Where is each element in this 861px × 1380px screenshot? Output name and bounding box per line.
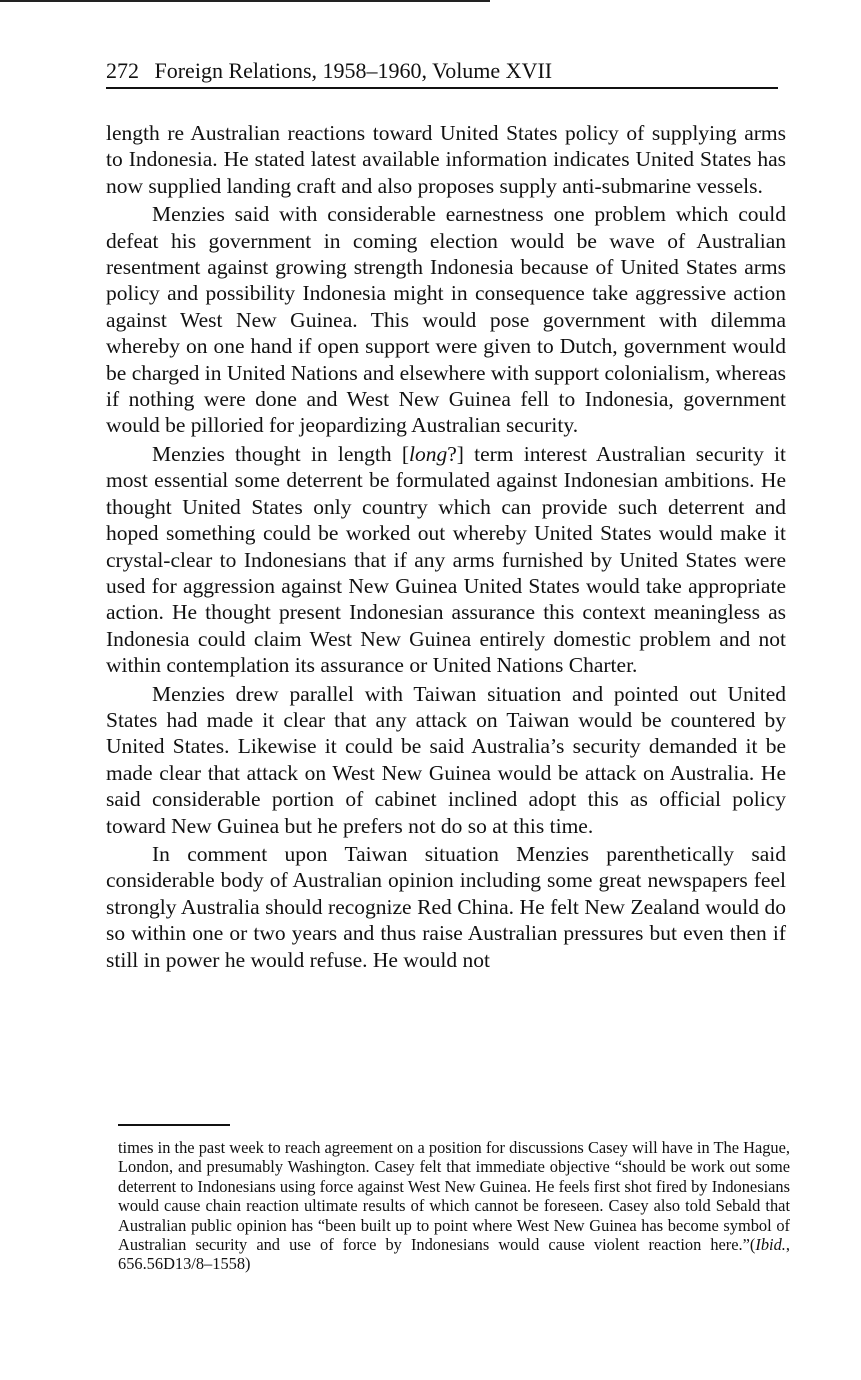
running-header	[106, 56, 778, 89]
editorial-insertion: long	[408, 441, 448, 466]
paragraph-3-start: Menzies thought in length [	[152, 441, 409, 466]
paragraph-3-rest: ?] term interest Australian security it most essential some deterrent be formulated against Indonesian ambitions. He thought United States only country which can provide such deterrent and hoped something could be worked out whereby United States would make it crystal-clear to Indonesians that if any arms furnished by United States were used for aggression against New Guinea United States would take appropriate action. He thought present Indonesian assurance this context meaningless as Indonesia could claim West New Guinea entirely domestic problem and not within contemplation its assurance or United Nations Charter.	[106, 441, 787, 678]
page-top-edge	[0, 0, 490, 2]
body-text	[106, 120, 786, 973]
paragraph-5: In comment upon Taiwan situation Menzies parenthetically said considerable body of Australian opinion including some great newspapers feel strongly Australia should recognize Red China. He felt New Zealand would do so within one or two years and thus raise Australian pressures but even then if still in power he would refuse. He would not	[106, 841, 786, 972]
footnote-separator	[118, 1124, 230, 1126]
footnote-text: times in the past week to reach agreement on a position for discussions Casey will have in The Hague, London, and presumably Washington. Casey felt that immediate objective “should be work out some deterrent to Indonesians using force against West New Guinea. He feels first shot fired by Indonesians would cause chain reaction ultimate results of which cannot be foreseen. Casey also told Sebald that Australian public opinion has “been built up to point where West New Guinea has become symbol of Australian security and use of force by Indonesians would cause violent reaction here.”(	[118, 1138, 790, 1255]
volume-title: Foreign Relations, 1958–1960, Volume XVII	[154, 58, 553, 83]
paragraph-3	[106, 441, 786, 679]
footnote-citation: , 656.56D13/8–1558)	[118, 1235, 790, 1274]
paragraph-2: Menzies said with considerable earnestness one problem which could defeat his government in coming election would be wave of Australian resentment against growing strength Indonesia because of United States arms policy and possibility Indonesia might in consequence take aggressive action against West New Guinea. This would pose government with dilemma whereby on one hand if open support were given to Dutch, government would be charged in United Nations and elsewhere with support colonialism, whereas if nothing were done and West New Guinea fell to Indonesia, government would be pilloried for jeopardizing Australian security.	[106, 202, 786, 438]
paragraph-1: length re Australian reactions toward United States policy of supplying arms to Indonesia. He stated latest available information indicates United States has now supplied landing craft and also proposes supply anti-submarine vessels.	[106, 121, 786, 198]
page-number: 272	[106, 58, 139, 83]
footnote	[118, 1138, 790, 1274]
footnote-ibid: Ibid.	[755, 1235, 786, 1255]
paragraph-4: Menzies drew parallel with Taiwan situation and pointed out United States had made it clear that any attack on Taiwan would be countered by United States. Likewise it could be said Australia’s security demanded it be made clear that attack on West New Guinea would be attack on Australia. He said considerable portion of cabinet inclined adopt this as official policy toward New Guinea but he prefers not do so at this time.	[106, 681, 786, 838]
